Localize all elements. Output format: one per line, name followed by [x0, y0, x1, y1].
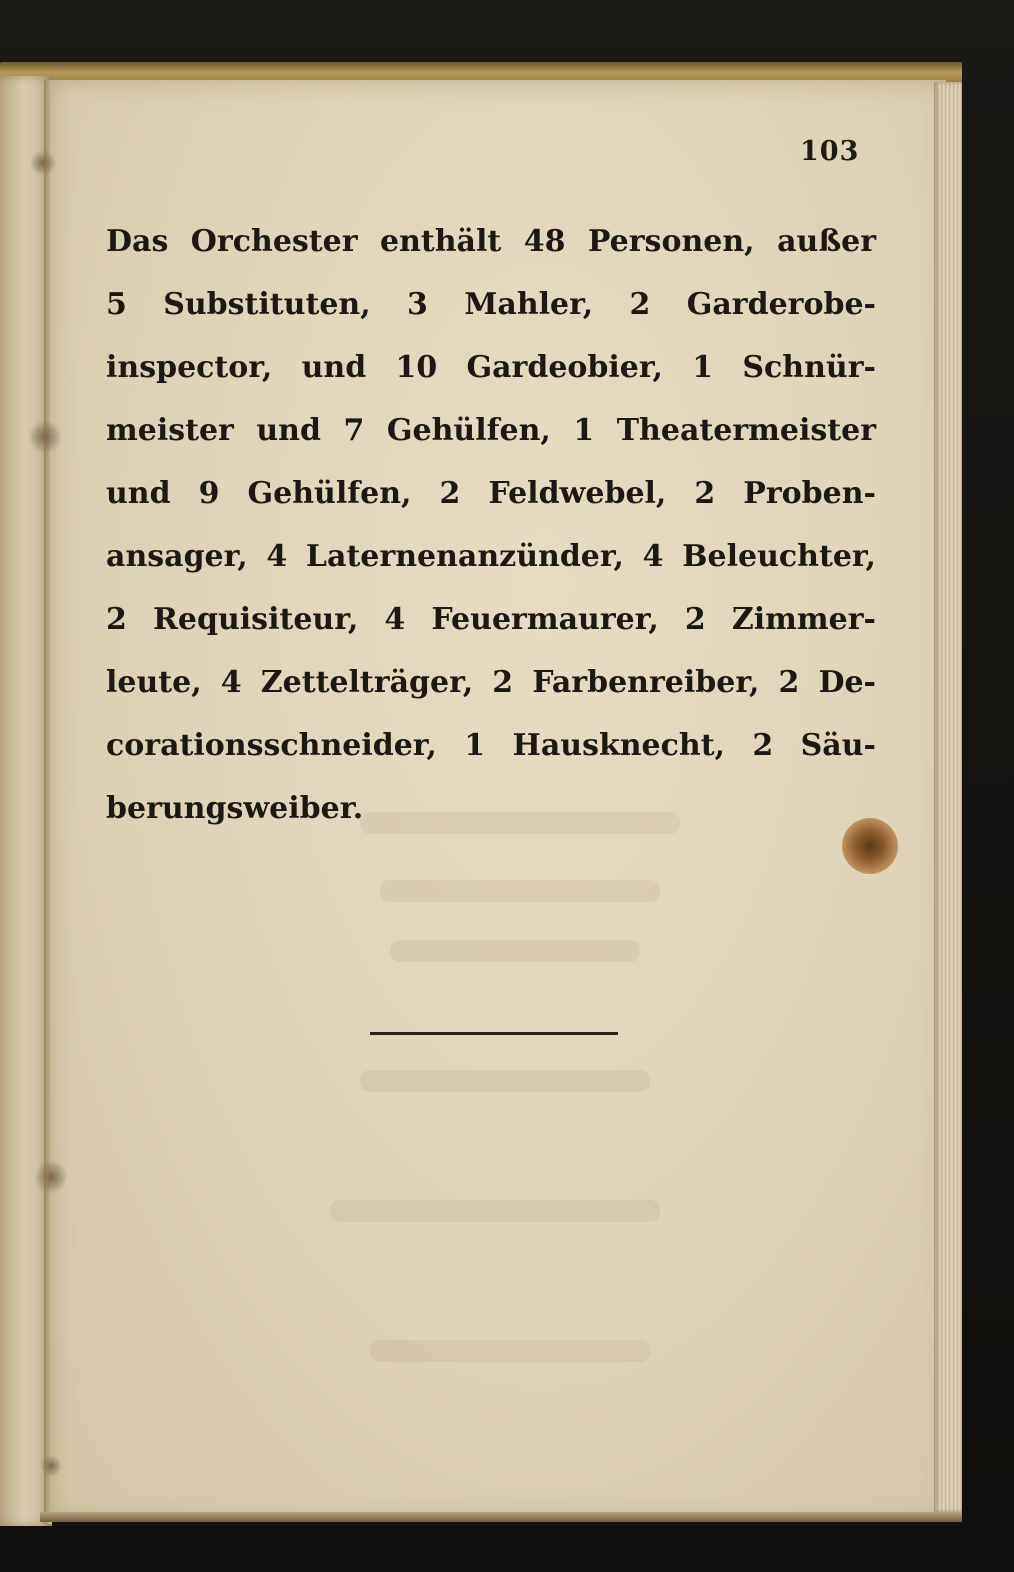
binding-hole	[40, 1455, 62, 1477]
text-line: ansager, 4 Laternenanzünder, 4 Beleuchter,	[106, 539, 876, 574]
bleed-through-text	[360, 1070, 650, 1092]
bleed-through-text	[370, 1340, 650, 1362]
text-line: Das Orchester enthält 48 Personen, außer	[106, 224, 876, 259]
text-line: meister und 7 Gehülfen, 1 Theatermeister	[106, 413, 876, 448]
section-divider-rule	[370, 1032, 618, 1035]
text-line: corationsschneider, 1 Hausknecht, 2 Säu-	[106, 728, 876, 763]
text-line: 5 Substituten, 3 Mahler, 2 Garderobe-	[106, 287, 876, 322]
text-line: leute, 4 Zettelträger, 2 Farbenreiber, 2 De-	[106, 665, 876, 700]
text-line: 2 Requisiteur, 4 Feuermaurer, 2 Zimmer-	[106, 602, 876, 637]
page-body-text	[106, 210, 876, 840]
bleed-through-text	[390, 940, 640, 962]
page-bottom-edge	[40, 1512, 962, 1522]
bleed-through-text	[380, 880, 660, 902]
page-number: 103	[800, 136, 860, 167]
binding-hole	[30, 150, 56, 176]
bleed-through-text	[330, 1200, 660, 1222]
binding-hole	[34, 1160, 68, 1194]
text-line: inspector, und 10 Gardeobier, 1 Schnür-	[106, 350, 876, 385]
page-fore-edge	[934, 82, 962, 1512]
binding-hole	[28, 420, 62, 454]
text-line: und 9 Gehülfen, 2 Feldwebel, 2 Proben-	[106, 476, 876, 511]
text-line: berungsweiber.	[106, 791, 364, 826]
